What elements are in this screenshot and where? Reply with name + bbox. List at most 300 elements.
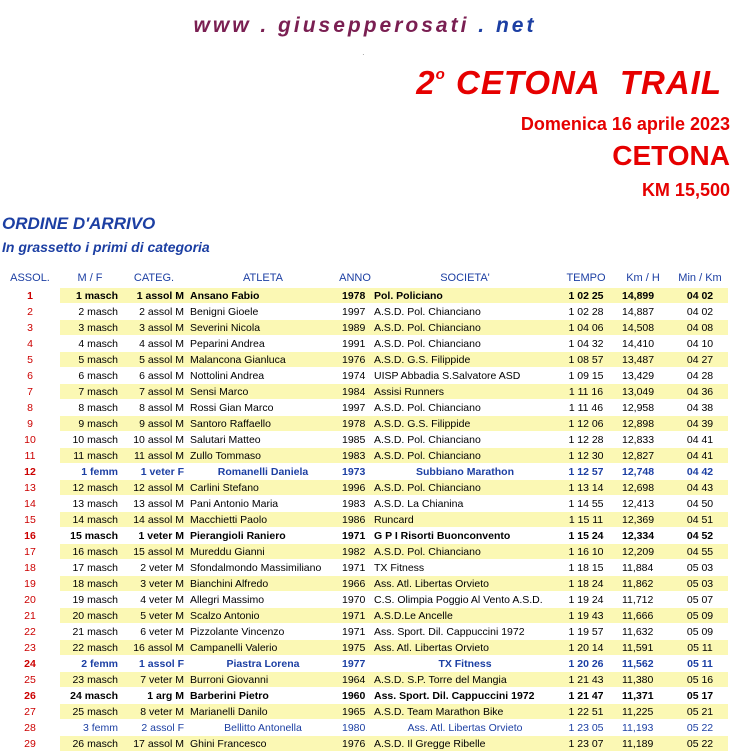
col-societa-header: SOCIETA': [440, 272, 490, 284]
club-name-cell: Assisi Runners: [372, 384, 558, 400]
athlete-name-cell: Pizzolante Vincenzo: [188, 624, 338, 640]
table-row: [0, 480, 728, 496]
pace-min-km-cell: 05 22: [672, 720, 728, 736]
col-categ-header: CATEG.: [133, 272, 175, 284]
finish-time-cell: 1 18 15: [558, 560, 614, 576]
pace-min-km-cell: 04 02: [672, 304, 728, 320]
pace-min-km-cell: 05 16: [672, 672, 728, 688]
gender-rank-cell: 1 femm: [60, 464, 120, 480]
finish-time-cell: 1 19 57: [558, 624, 614, 640]
gender-rank-cell: 12 masch: [60, 480, 120, 496]
pace-min-km-cell: 04 51: [672, 512, 728, 528]
gender-rank-cell: 3 femm: [60, 720, 120, 736]
position-cell: 22: [0, 624, 60, 640]
birth-year-cell: 1971: [338, 560, 372, 576]
category-rank-cell: 8 veter M: [120, 704, 188, 720]
birth-year-cell: 1991: [338, 336, 372, 352]
category-rank-cell: 14 assol M: [120, 512, 188, 528]
athlete-name-cell: Scalzo Antonio: [188, 608, 338, 624]
gender-rank-cell: 13 masch: [60, 496, 120, 512]
finish-time-cell: 1 13 14: [558, 480, 614, 496]
speed-kmh-cell: 11,712: [614, 592, 672, 608]
club-name-cell: Subbiano Marathon: [372, 464, 558, 480]
col-tempo-header: TEMPO: [566, 272, 606, 284]
gender-rank-cell: 4 masch: [60, 336, 120, 352]
table-row: [0, 400, 728, 416]
position-cell: 6: [0, 368, 60, 384]
pace-min-km-cell: 05 21: [672, 704, 728, 720]
athlete-name-cell: Zullo Tommaso: [188, 448, 338, 464]
finish-time-cell: 1 09 15: [558, 368, 614, 384]
club-name-cell: Ass. Atl. Libertas Orvieto: [372, 720, 558, 736]
birth-year-cell: 1982: [338, 544, 372, 560]
club-name-cell: Ass. Atl. Libertas Orvieto: [372, 576, 558, 592]
finish-time-cell: 1 15 24: [558, 528, 614, 544]
section-note: In grassetto i primi di categoria: [2, 239, 210, 255]
website-url-tld: . net: [478, 14, 537, 37]
finish-time-cell: 1 08 57: [558, 352, 614, 368]
club-name-cell: Ass. Sport. Dil. Cappuccini 1972: [372, 624, 558, 640]
category-rank-cell: 4 assol M: [120, 336, 188, 352]
table-row: [0, 672, 728, 688]
birth-year-cell: 1997: [338, 400, 372, 416]
pace-min-km-cell: 05 11: [672, 640, 728, 656]
finish-time-cell: 1 19 24: [558, 592, 614, 608]
table-row: [0, 560, 728, 576]
speed-kmh-cell: 11,371: [614, 688, 672, 704]
athlete-name-cell: Romanelli Daniela: [188, 464, 338, 480]
gender-rank-cell: 9 masch: [60, 416, 120, 432]
table-row: [0, 640, 728, 656]
speed-kmh-cell: 12,698: [614, 480, 672, 496]
category-rank-cell: 12 assol M: [120, 480, 188, 496]
gender-rank-cell: 19 masch: [60, 592, 120, 608]
birth-year-cell: 1976: [338, 736, 372, 752]
birth-year-cell: 1964: [338, 672, 372, 688]
gender-rank-cell: 25 masch: [60, 704, 120, 720]
pace-min-km-cell: 04 28: [672, 368, 728, 384]
position-cell: 27: [0, 704, 60, 720]
gender-rank-cell: 22 masch: [60, 640, 120, 656]
table-row: [0, 736, 728, 752]
finish-time-cell: 1 02 25: [558, 288, 614, 304]
pace-min-km-cell: 05 22: [672, 736, 728, 752]
category-rank-cell: 1 assol F: [120, 656, 188, 672]
finish-time-cell: 1 18 24: [558, 576, 614, 592]
table-row: [0, 608, 728, 624]
speed-kmh-cell: 12,748: [614, 464, 672, 480]
results-body: [0, 288, 728, 752]
category-rank-cell: 7 assol M: [120, 384, 188, 400]
club-name-cell: A.S.D. La Chianina: [372, 496, 558, 512]
speed-kmh-cell: 11,225: [614, 704, 672, 720]
position-cell: 9: [0, 416, 60, 432]
birth-year-cell: 1960: [338, 688, 372, 704]
birth-year-cell: 1971: [338, 608, 372, 624]
birth-year-cell: 1985: [338, 432, 372, 448]
athlete-name-cell: Severini Nicola: [188, 320, 338, 336]
position-cell: 3: [0, 320, 60, 336]
finish-time-cell: 1 12 57: [558, 464, 614, 480]
club-name-cell: G P I Risorti Buonconvento: [372, 528, 558, 544]
birth-year-cell: 1980: [338, 720, 372, 736]
gender-rank-cell: 7 masch: [60, 384, 120, 400]
club-name-cell: A.S.D. Pol. Chianciano: [372, 320, 558, 336]
category-rank-cell: 5 veter M: [120, 608, 188, 624]
category-rank-cell: 4 veter M: [120, 592, 188, 608]
position-cell: 21: [0, 608, 60, 624]
club-name-cell: Ass. Atl. Libertas Orvieto: [372, 640, 558, 656]
category-rank-cell: 7 veter M: [120, 672, 188, 688]
finish-time-cell: 1 23 07: [558, 736, 614, 752]
gender-rank-cell: 20 masch: [60, 608, 120, 624]
speed-kmh-cell: 11,562: [614, 656, 672, 672]
pace-min-km-cell: 04 41: [672, 432, 728, 448]
gender-rank-cell: 26 masch: [60, 736, 120, 752]
club-name-cell: TX Fitness: [372, 656, 558, 672]
club-name-cell: A.S.D. S.P. Torre del Mangia: [372, 672, 558, 688]
position-cell: 16: [0, 528, 60, 544]
gender-rank-cell: 11 masch: [60, 448, 120, 464]
finish-time-cell: 1 02 28: [558, 304, 614, 320]
gender-rank-cell: 15 masch: [60, 528, 120, 544]
table-row: [0, 704, 728, 720]
pace-min-km-cell: 05 07: [672, 592, 728, 608]
athlete-name-cell: Marianelli Danilo: [188, 704, 338, 720]
category-rank-cell: 1 assol M: [120, 288, 188, 304]
position-cell: 1: [0, 288, 60, 304]
athlete-name-cell: Ghini Francesco: [188, 736, 338, 752]
category-rank-cell: 13 assol M: [120, 496, 188, 512]
gender-rank-cell: 17 masch: [60, 560, 120, 576]
pace-min-km-cell: 04 50: [672, 496, 728, 512]
pace-min-km-cell: 04 02: [672, 288, 728, 304]
speed-kmh-cell: 11,884: [614, 560, 672, 576]
club-name-cell: A.S.D. Pol. Chianciano: [372, 336, 558, 352]
club-name-cell: A.S.D. Team Marathon Bike: [372, 704, 558, 720]
table-row: [0, 384, 728, 400]
finish-time-cell: 1 20 14: [558, 640, 614, 656]
athlete-name-cell: Ansano Fabio: [188, 288, 338, 304]
speed-kmh-cell: 12,833: [614, 432, 672, 448]
table-row: [0, 624, 728, 640]
gender-rank-cell: 21 masch: [60, 624, 120, 640]
athlete-name-cell: Piastra Lorena: [188, 656, 338, 672]
category-rank-cell: 2 veter M: [120, 560, 188, 576]
category-rank-cell: 9 assol M: [120, 416, 188, 432]
speed-kmh-cell: 11,380: [614, 672, 672, 688]
table-row: [0, 432, 728, 448]
speed-kmh-cell: 11,591: [614, 640, 672, 656]
finish-time-cell: 1 21 47: [558, 688, 614, 704]
table-row: [0, 720, 728, 736]
gender-rank-cell: 23 masch: [60, 672, 120, 688]
speed-kmh-cell: 11,193: [614, 720, 672, 736]
website-url[interactable]: [0, 14, 730, 38]
table-row: [0, 592, 728, 608]
table-row: [0, 528, 728, 544]
finish-time-cell: 1 12 30: [558, 448, 614, 464]
position-cell: 26: [0, 688, 60, 704]
pace-min-km-cell: 04 52: [672, 528, 728, 544]
position-cell: 19: [0, 576, 60, 592]
table-row: [0, 544, 728, 560]
birth-year-cell: 1976: [338, 352, 372, 368]
birth-year-cell: 1978: [338, 416, 372, 432]
speed-kmh-cell: 14,410: [614, 336, 672, 352]
athlete-name-cell: Malancona Gianluca: [188, 352, 338, 368]
speed-kmh-cell: 12,334: [614, 528, 672, 544]
category-rank-cell: 3 assol M: [120, 320, 188, 336]
athlete-name-cell: Nottolini Andrea: [188, 368, 338, 384]
small-dot: ·: [362, 50, 365, 59]
event-place: CETONA: [612, 140, 730, 171]
club-name-cell: UISP Abbadia S.Salvatore ASD: [372, 368, 558, 384]
speed-kmh-cell: 14,899: [614, 288, 672, 304]
table-row: [0, 448, 728, 464]
table-row: [0, 576, 728, 592]
position-cell: 4: [0, 336, 60, 352]
pace-min-km-cell: 04 41: [672, 448, 728, 464]
birth-year-cell: 1975: [338, 640, 372, 656]
table-row: [0, 320, 728, 336]
speed-kmh-cell: 11,862: [614, 576, 672, 592]
athlete-name-cell: Benigni Gioele: [188, 304, 338, 320]
position-cell: 24: [0, 656, 60, 672]
athlete-name-cell: Bianchini Alfredo: [188, 576, 338, 592]
table-row: [0, 464, 728, 480]
position-cell: 15: [0, 512, 60, 528]
table-header-row: [0, 268, 728, 288]
category-rank-cell: 6 veter M: [120, 624, 188, 640]
birth-year-cell: 1971: [338, 528, 372, 544]
club-name-cell: A.S.D. Pol. Chianciano: [372, 400, 558, 416]
club-name-cell: C.S. Olimpia Poggio Al Vento A.S.D.: [372, 592, 558, 608]
category-rank-cell: 1 veter F: [120, 464, 188, 480]
position-cell: 20: [0, 592, 60, 608]
finish-time-cell: 1 23 05: [558, 720, 614, 736]
pace-min-km-cell: 04 39: [672, 416, 728, 432]
table-row: [0, 304, 728, 320]
category-rank-cell: 2 assol M: [120, 304, 188, 320]
position-cell: 8: [0, 400, 60, 416]
gender-rank-cell: 14 masch: [60, 512, 120, 528]
finish-time-cell: 1 04 06: [558, 320, 614, 336]
position-cell: 11: [0, 448, 60, 464]
table-row: [0, 416, 728, 432]
gender-rank-cell: 24 masch: [60, 688, 120, 704]
category-rank-cell: 16 assol M: [120, 640, 188, 656]
position-cell: 13: [0, 480, 60, 496]
finish-time-cell: 1 14 55: [558, 496, 614, 512]
athlete-name-cell: Pierangioli Raniero: [188, 528, 338, 544]
gender-rank-cell: 2 masch: [60, 304, 120, 320]
category-rank-cell: 1 arg M: [120, 688, 188, 704]
athlete-name-cell: Burroni Giovanni: [188, 672, 338, 688]
speed-kmh-cell: 12,898: [614, 416, 672, 432]
speed-kmh-cell: 12,209: [614, 544, 672, 560]
table-row: [0, 368, 728, 384]
club-name-cell: A.S.D. Pol. Chianciano: [372, 304, 558, 320]
table-row: [0, 688, 728, 704]
event-distance: KM 15,500: [641, 180, 730, 200]
club-name-cell: A.S.D.Le Ancelle: [372, 608, 558, 624]
speed-kmh-cell: 12,369: [614, 512, 672, 528]
speed-kmh-cell: 14,508: [614, 320, 672, 336]
table-row: [0, 656, 728, 672]
position-cell: 17: [0, 544, 60, 560]
finish-time-cell: 1 15 11: [558, 512, 614, 528]
birth-year-cell: 1970: [338, 592, 372, 608]
pace-min-km-cell: 04 43: [672, 480, 728, 496]
col-anno-header: ANNO: [339, 272, 371, 284]
speed-kmh-cell: 11,666: [614, 608, 672, 624]
finish-time-cell: 1 16 10: [558, 544, 614, 560]
club-name-cell: TX Fitness: [372, 560, 558, 576]
gender-rank-cell: 18 masch: [60, 576, 120, 592]
speed-kmh-cell: 14,887: [614, 304, 672, 320]
position-cell: 23: [0, 640, 60, 656]
speed-kmh-cell: 13,429: [614, 368, 672, 384]
position-cell: 14: [0, 496, 60, 512]
athlete-name-cell: Campanelli Valerio: [188, 640, 338, 656]
finish-time-cell: 1 11 16: [558, 384, 614, 400]
gender-rank-cell: 3 masch: [60, 320, 120, 336]
pace-min-km-cell: 05 17: [672, 688, 728, 704]
club-name-cell: A.S.D. G.S. Filippide: [372, 416, 558, 432]
athlete-name-cell: Carlini Stefano: [188, 480, 338, 496]
birth-year-cell: 1996: [338, 480, 372, 496]
position-cell: 28: [0, 720, 60, 736]
finish-time-cell: 1 12 06: [558, 416, 614, 432]
table-row: [0, 496, 728, 512]
category-rank-cell: 11 assol M: [120, 448, 188, 464]
birth-year-cell: 1966: [338, 576, 372, 592]
birth-year-cell: 1983: [338, 448, 372, 464]
category-rank-cell: 2 assol F: [120, 720, 188, 736]
gender-rank-cell: 5 masch: [60, 352, 120, 368]
birth-year-cell: 1989: [338, 320, 372, 336]
finish-time-cell: 1 12 28: [558, 432, 614, 448]
birth-year-cell: 1974: [338, 368, 372, 384]
athlete-name-cell: Pani Antonio Maria: [188, 496, 338, 512]
pace-min-km-cell: 05 11: [672, 656, 728, 672]
pace-min-km-cell: 04 08: [672, 320, 728, 336]
edition-ordinal: o: [435, 66, 446, 83]
pace-min-km-cell: 04 42: [672, 464, 728, 480]
speed-kmh-cell: 12,413: [614, 496, 672, 512]
event-date: Domenica 16 aprile 2023: [520, 114, 730, 134]
athlete-name-cell: Mureddu Gianni: [188, 544, 338, 560]
gender-rank-cell: 6 masch: [60, 368, 120, 384]
table-row: [0, 288, 728, 304]
section-title: ORDINE D'ARRIVO: [2, 214, 156, 233]
pace-min-km-cell: 04 38: [672, 400, 728, 416]
category-rank-cell: 5 assol M: [120, 352, 188, 368]
speed-kmh-cell: 12,827: [614, 448, 672, 464]
pace-min-km-cell: 05 09: [672, 624, 728, 640]
athlete-name-cell: Sfondalmondo Massimiliano: [188, 560, 338, 576]
speed-kmh-cell: 11,632: [614, 624, 672, 640]
gender-rank-cell: 8 masch: [60, 400, 120, 416]
position-cell: 25: [0, 672, 60, 688]
finish-time-cell: 1 19 43: [558, 608, 614, 624]
gender-rank-cell: 10 masch: [60, 432, 120, 448]
club-name-cell: Runcard: [372, 512, 558, 528]
athlete-name-cell: Peparini Andrea: [188, 336, 338, 352]
athlete-name-cell: Macchietti Paolo: [188, 512, 338, 528]
birth-year-cell: 1965: [338, 704, 372, 720]
position-cell: 29: [0, 736, 60, 752]
athlete-name-cell: Salutari Matteo: [188, 432, 338, 448]
speed-kmh-cell: 13,487: [614, 352, 672, 368]
club-name-cell: A.S.D. Pol. Chianciano: [372, 432, 558, 448]
category-rank-cell: 10 assol M: [120, 432, 188, 448]
birth-year-cell: 1973: [338, 464, 372, 480]
pace-min-km-cell: 05 03: [672, 576, 728, 592]
birth-year-cell: 1978: [338, 288, 372, 304]
table-row: [0, 336, 728, 352]
finish-time-cell: 1 20 26: [558, 656, 614, 672]
birth-year-cell: 1997: [338, 304, 372, 320]
finish-time-cell: 1 04 32: [558, 336, 614, 352]
edition-number: 2: [416, 64, 436, 101]
col-kmh-header: Km / H: [626, 272, 660, 284]
club-name-cell: A.S.D. Pol. Chianciano: [372, 448, 558, 464]
athlete-name-cell: Bellitto Antonella: [188, 720, 338, 736]
finish-time-cell: 1 21 43: [558, 672, 614, 688]
position-cell: 7: [0, 384, 60, 400]
club-name-cell: A.S.D. Pol. Chianciano: [372, 544, 558, 560]
category-rank-cell: 1 veter M: [120, 528, 188, 544]
athlete-name-cell: Santoro Raffaello: [188, 416, 338, 432]
table-row: [0, 352, 728, 368]
results-table: [0, 268, 728, 752]
speed-kmh-cell: 12,958: [614, 400, 672, 416]
athlete-name-cell: Sensi Marco: [188, 384, 338, 400]
gender-rank-cell: 16 masch: [60, 544, 120, 560]
position-cell: 5: [0, 352, 60, 368]
table-row: [0, 512, 728, 528]
pace-min-km-cell: 04 36: [672, 384, 728, 400]
category-rank-cell: 15 assol M: [120, 544, 188, 560]
speed-kmh-cell: 13,049: [614, 384, 672, 400]
athlete-name-cell: Barberini Pietro: [188, 688, 338, 704]
athlete-name-cell: Allegri Massimo: [188, 592, 338, 608]
birth-year-cell: 1986: [338, 512, 372, 528]
pace-min-km-cell: 04 55: [672, 544, 728, 560]
col-mf-header: M / F: [77, 272, 103, 284]
club-name-cell: A.S.D. G.S. Filippide: [372, 352, 558, 368]
event-title: [416, 64, 722, 102]
col-atleta-header: ATLETA: [243, 272, 283, 284]
pace-min-km-cell: 05 03: [672, 560, 728, 576]
athlete-name-cell: Rossi Gian Marco: [188, 400, 338, 416]
pace-min-km-cell: 05 09: [672, 608, 728, 624]
position-cell: 2: [0, 304, 60, 320]
finish-time-cell: 1 22 51: [558, 704, 614, 720]
birth-year-cell: 1983: [338, 496, 372, 512]
position-cell: 18: [0, 560, 60, 576]
category-rank-cell: 6 assol M: [120, 368, 188, 384]
finish-time-cell: 1 11 46: [558, 400, 614, 416]
category-rank-cell: 3 veter M: [120, 576, 188, 592]
pace-min-km-cell: 04 10: [672, 336, 728, 352]
birth-year-cell: 1971: [338, 624, 372, 640]
club-name-cell: Ass. Sport. Dil. Cappuccini 1972: [372, 688, 558, 704]
pace-min-km-cell: 04 27: [672, 352, 728, 368]
club-name-cell: A.S.D. Il Gregge Ribelle: [372, 736, 558, 752]
